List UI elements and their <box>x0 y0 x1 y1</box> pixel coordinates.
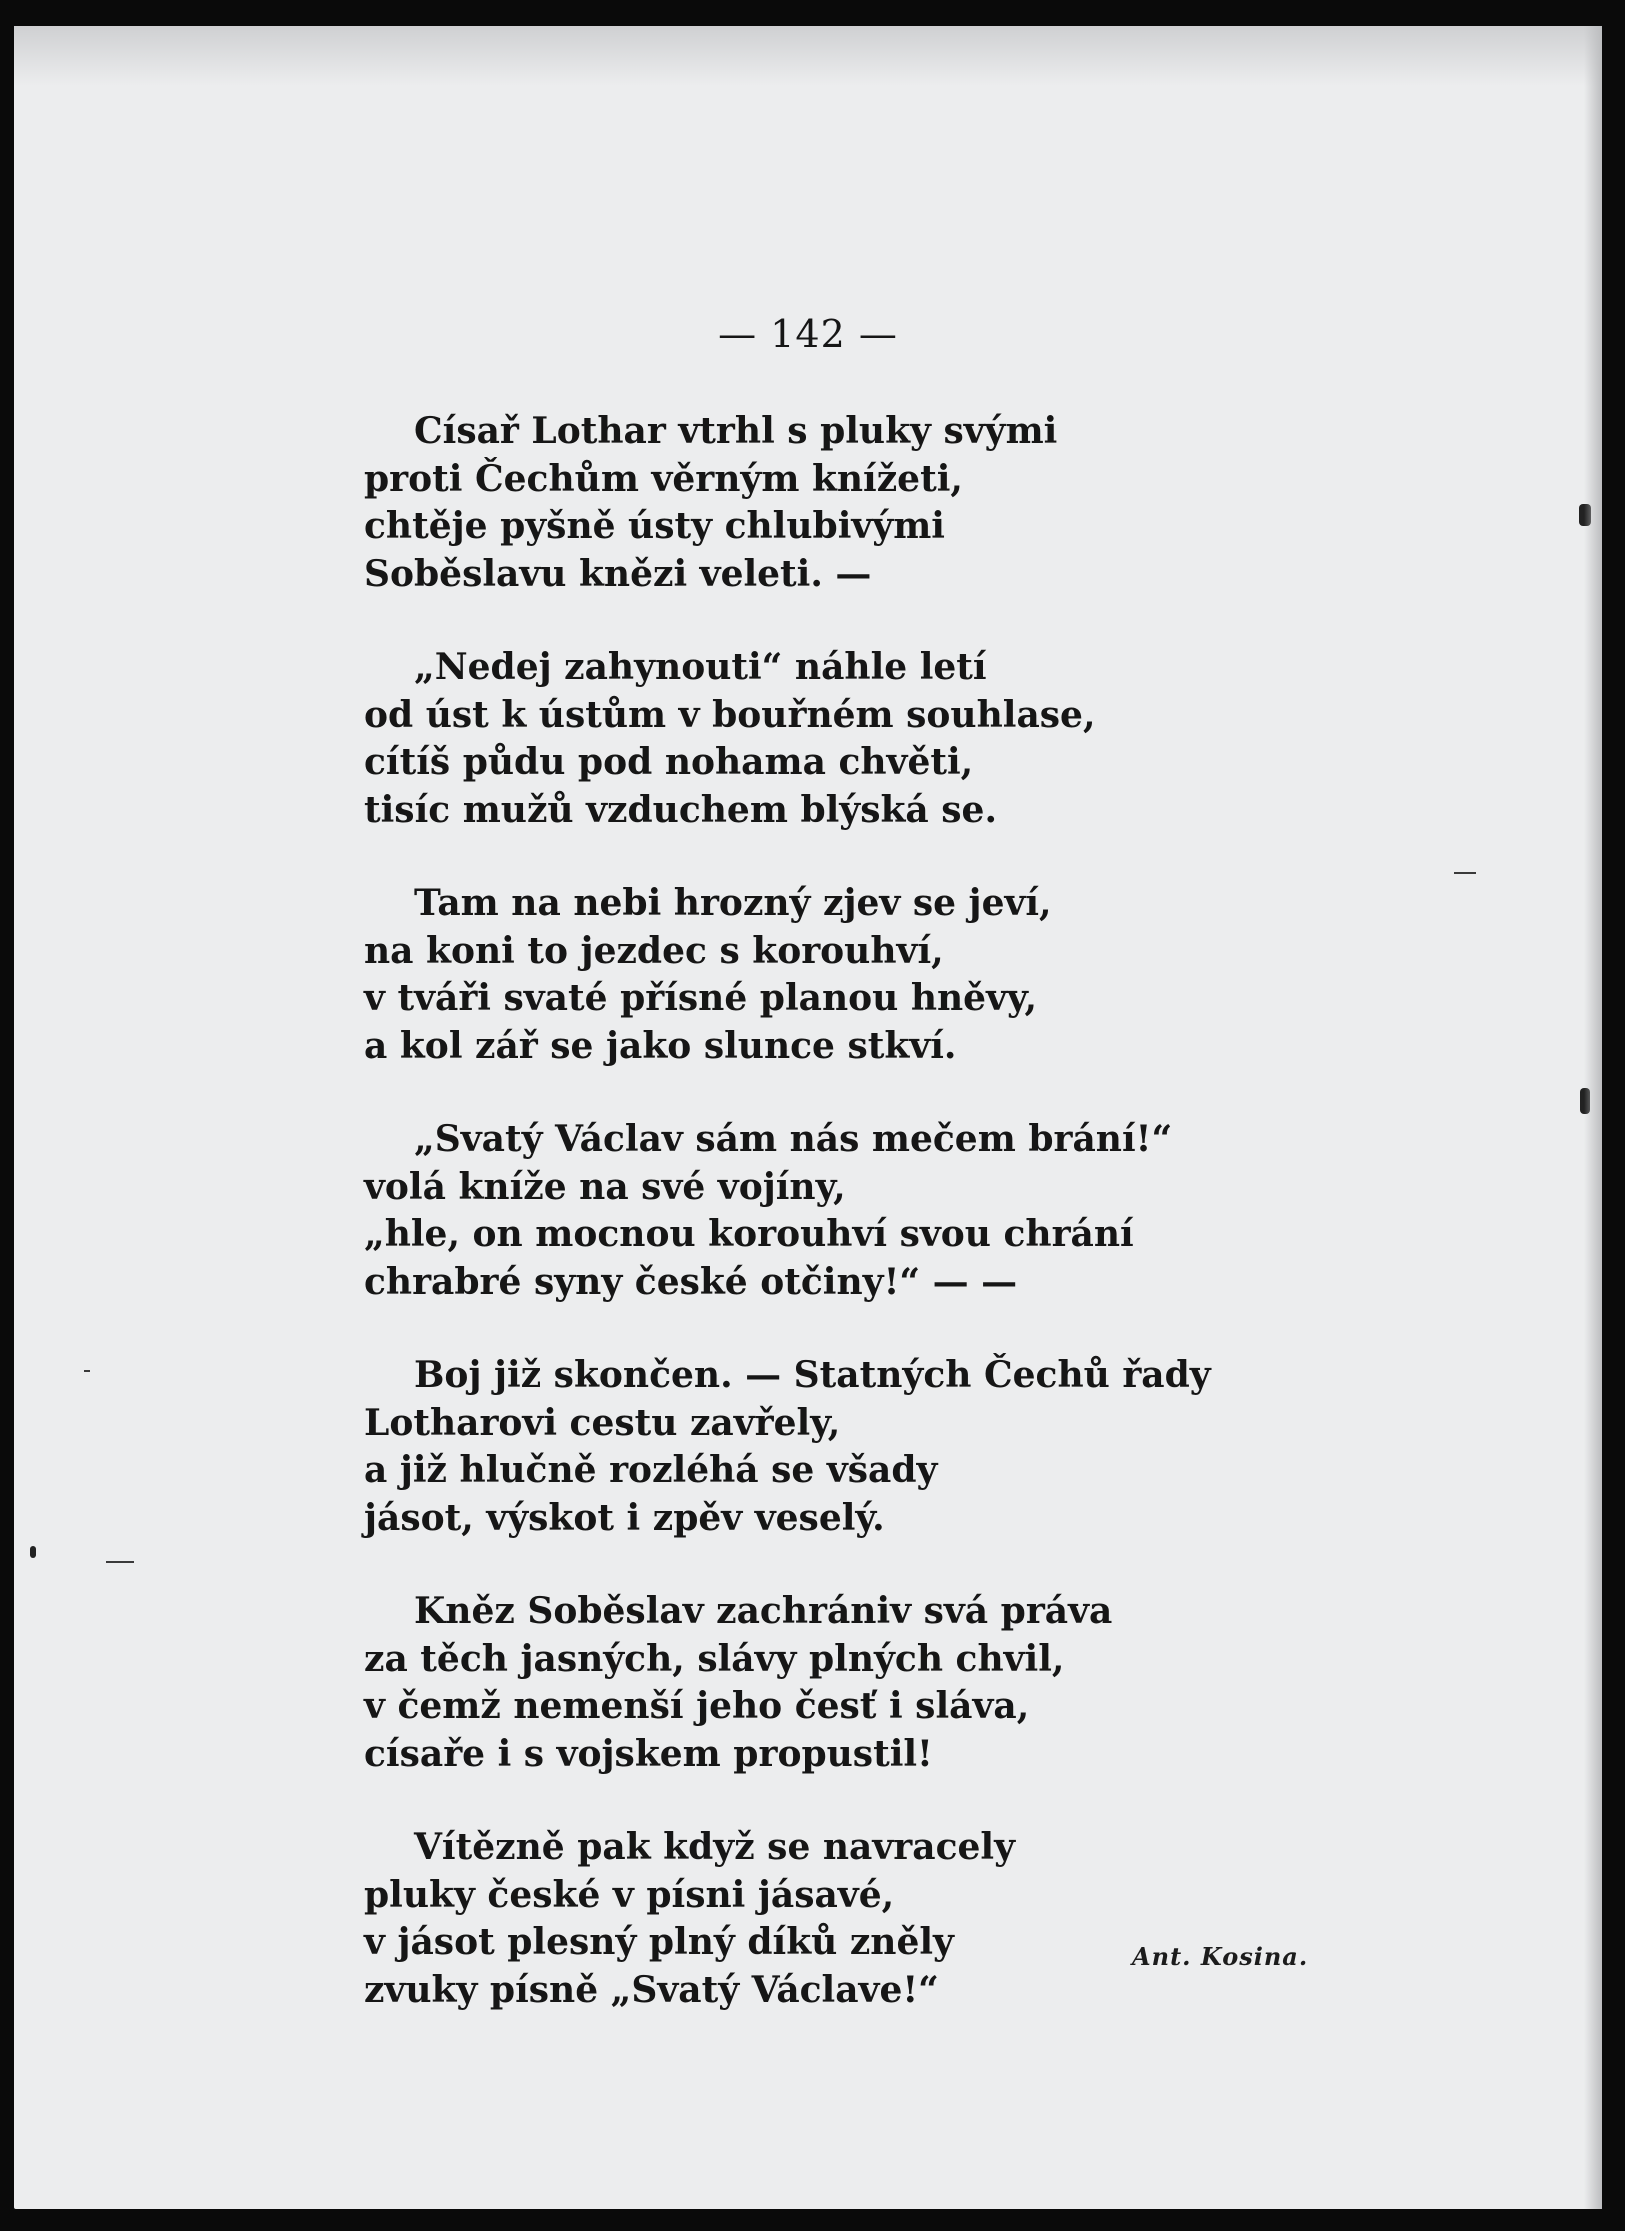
verse-line: na koni to jezdec s korouhví, <box>364 929 944 972</box>
verse-line: v jásot plesný plný díků zněly <box>364 1921 954 1963</box>
verse-line: chtěje pyšně ústy chlubivými <box>364 505 945 547</box>
margin-mark <box>1580 1088 1590 1114</box>
margin-mark <box>30 1546 36 1558</box>
verse-line: Císař Lothar vtrhl s pluky svými <box>414 410 1058 452</box>
margin-mark <box>1579 504 1591 526</box>
stanza-1 <box>364 408 1211 598</box>
verse-line: Soběslavu knězi veleti. — <box>364 552 872 595</box>
stanza-7 <box>364 1824 1211 2014</box>
verse-line: „hle, on mocnou korouhví svou chrání <box>364 1213 1134 1255</box>
verse-line: pluky české v písni jásavé, <box>364 1873 895 1916</box>
verse-line: „Nedej zahynouti“ náhle letí <box>414 646 987 688</box>
verse-line: jásot, výskot i zpěv veselý. <box>364 1496 885 1539</box>
stanza-6 <box>364 1588 1211 1778</box>
verse-line: a již hlučně rozléhá se všady <box>364 1449 938 1491</box>
book-page <box>14 26 1602 2209</box>
verse-line: proti Čechům věrným knížeti, <box>364 457 963 500</box>
stanza-4 <box>364 1116 1211 1306</box>
margin-mark <box>106 1561 134 1563</box>
verse-line: chrabré syny české otčiny!“ — — <box>364 1260 1018 1303</box>
margin-mark <box>1454 872 1476 874</box>
verse-line: v čemž nemenší jeho česť i sláva, <box>364 1685 1030 1727</box>
stanza-3 <box>364 880 1211 1070</box>
verse-line: zvuky písně „Svatý Václave!“ <box>364 1968 939 2011</box>
verse-line: tisíc mužů vzduchem blýská se. <box>364 788 997 831</box>
verse-line: Kněz Soběslav zachrániv svá práva <box>414 1590 1113 1632</box>
verse-line: v tváři svaté přísné planou hněvy, <box>364 977 1038 1019</box>
verse-line: císaře i s vojskem propustil! <box>364 1732 933 1775</box>
verse-line: „Svatý Václav sám nás mečem brání!“ <box>414 1118 1173 1160</box>
verse-line: Tam na nebi hrozný zjev se jeví, <box>414 882 1052 924</box>
poem <box>364 408 1211 2014</box>
page-number: — 142 — <box>718 312 898 356</box>
verse-line: Boj již skončen. — Statných Čechů řady <box>414 1354 1211 1396</box>
verse-line: za těch jasných, slávy plných chvil, <box>364 1637 1065 1680</box>
stanza-2 <box>364 644 1211 834</box>
verse-line: Vítězně pak když se navracely <box>414 1826 1016 1868</box>
verse-line: Lotharovi cestu zavřely, <box>364 1401 841 1444</box>
margin-mark <box>84 1370 90 1372</box>
verse-line: a kol zář se jako slunce stkví. <box>364 1024 957 1067</box>
verse-line: volá kníže na své vojíny, <box>364 1165 846 1208</box>
author-signature: Ant. Kosina. <box>1132 1942 1309 1971</box>
verse-line: od úst k ústům v bouřném souhlase, <box>364 693 1096 736</box>
stanza-5 <box>364 1352 1211 1542</box>
verse-line: cítíš půdu pod nohama chvěti, <box>364 741 974 783</box>
